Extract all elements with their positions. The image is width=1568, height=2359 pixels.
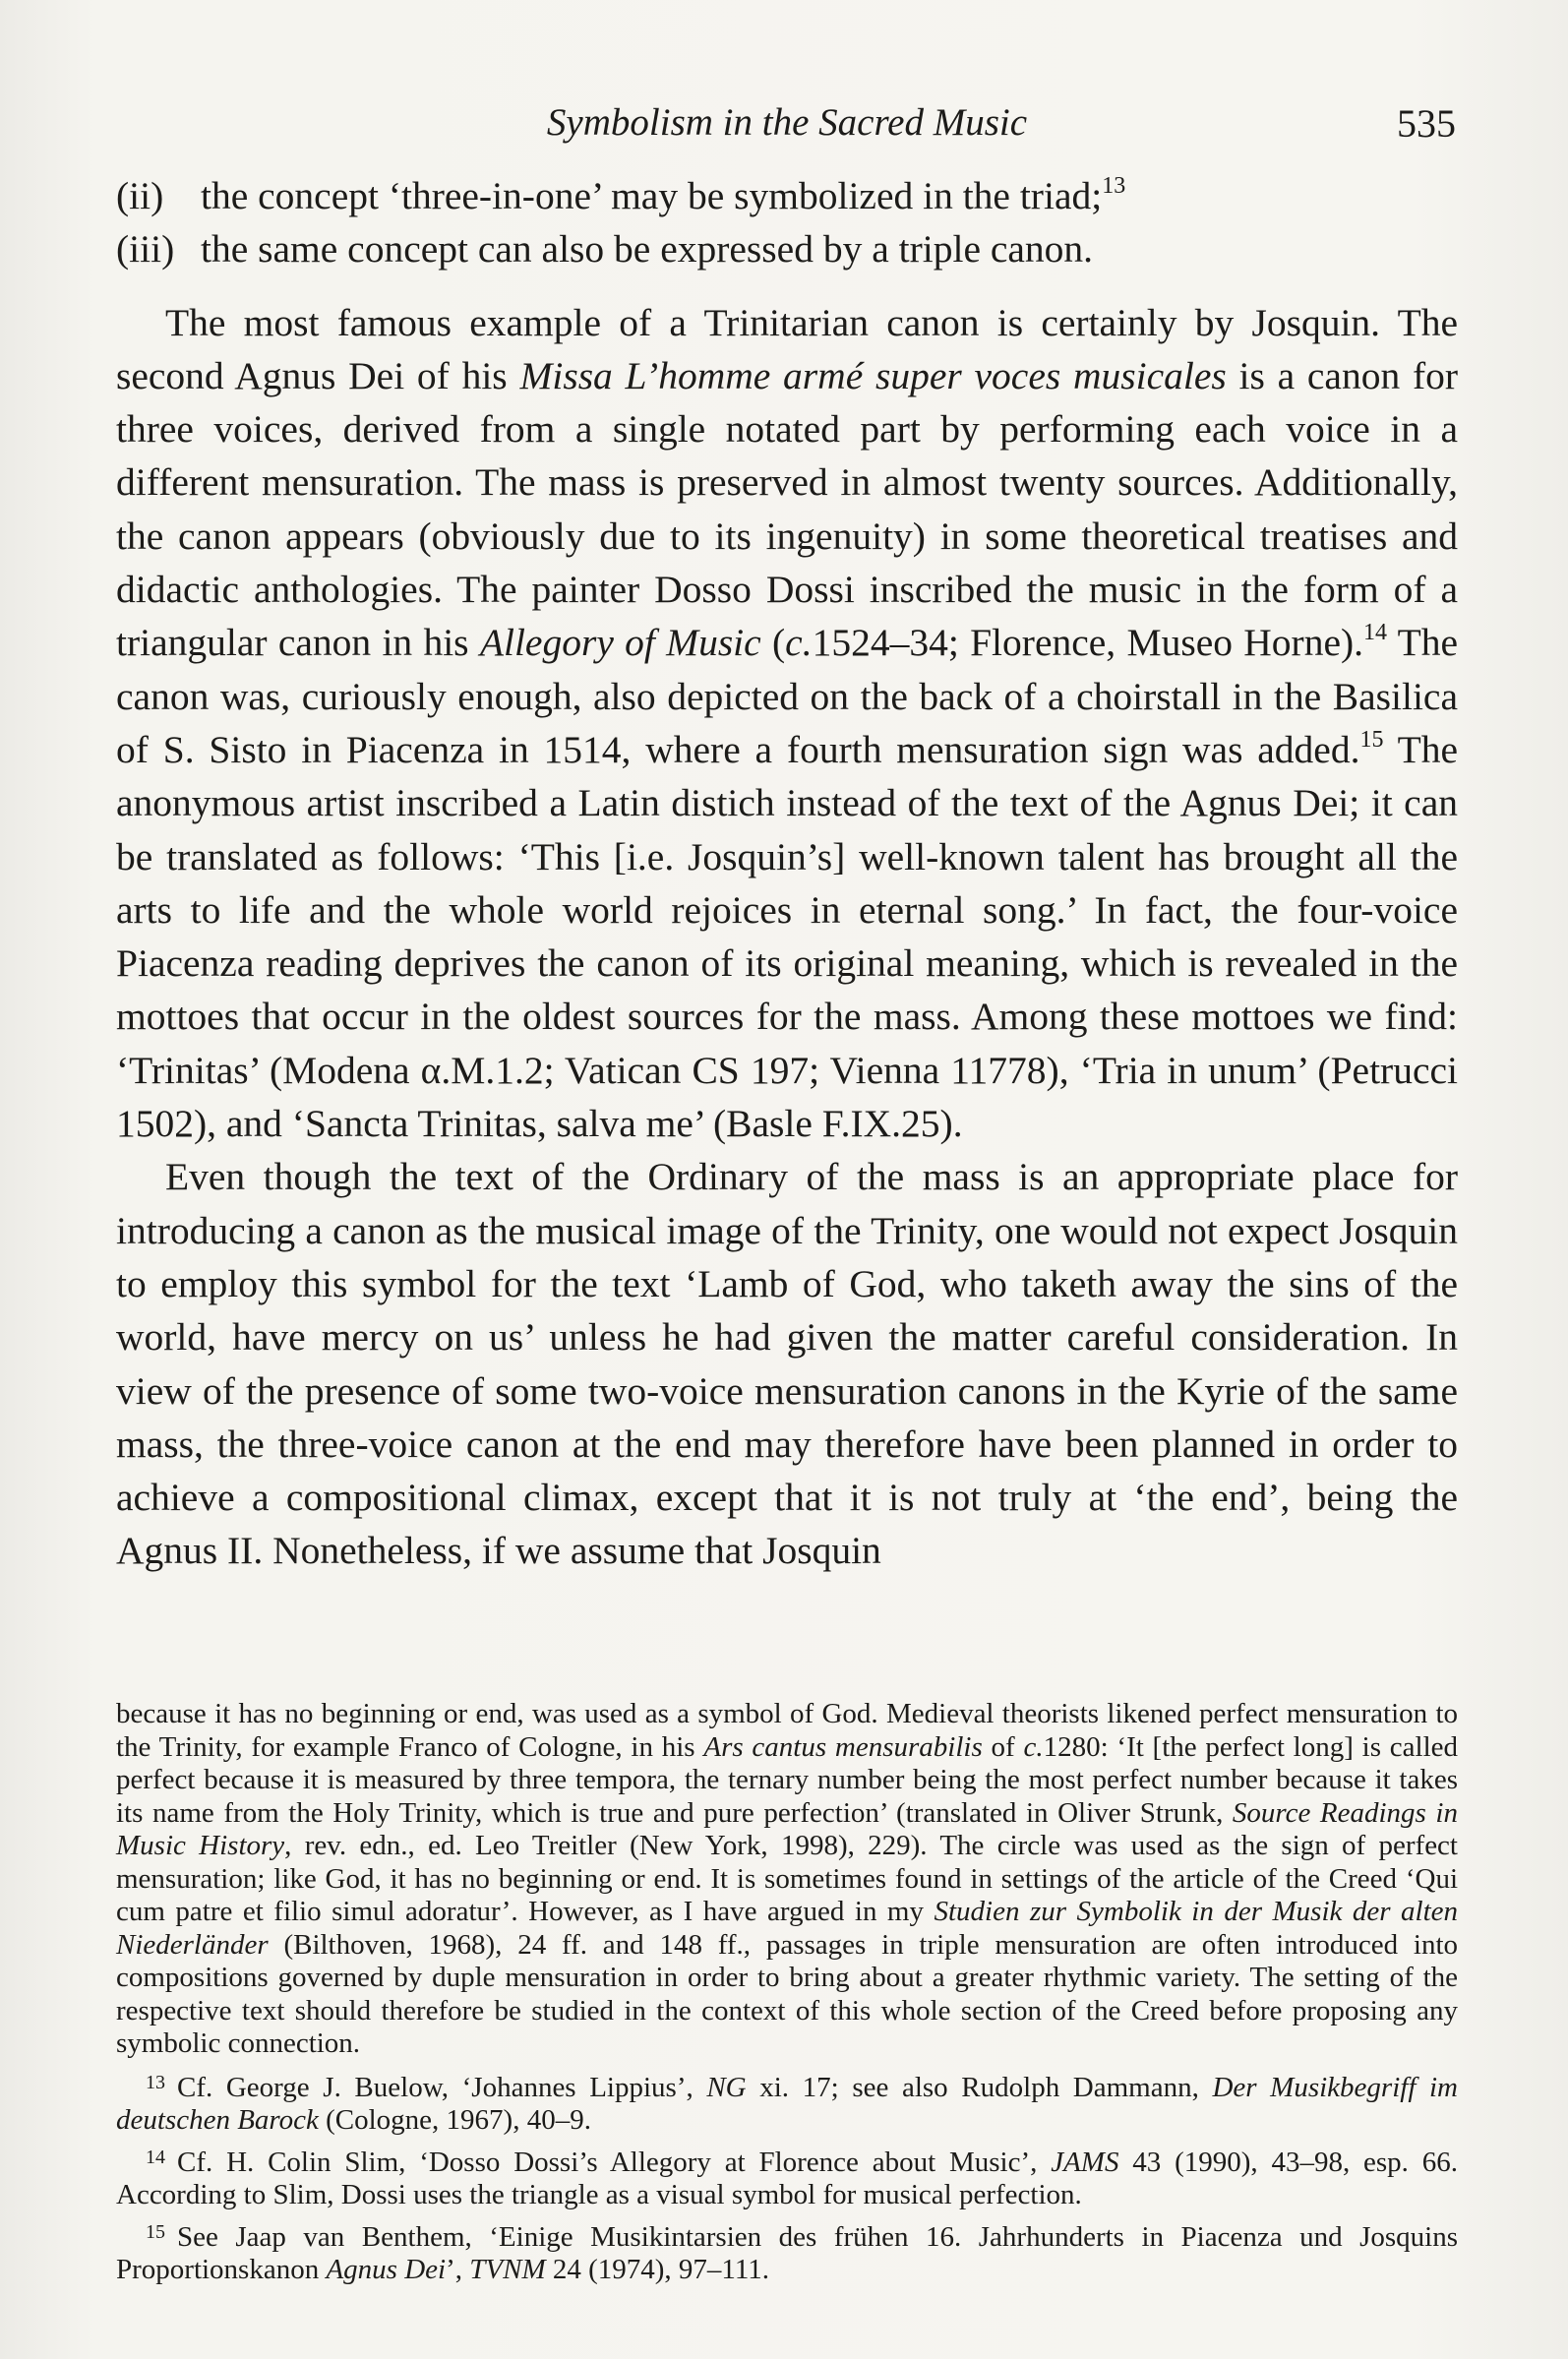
- footnote-mark: 15: [146, 2220, 165, 2243]
- footnote-mark: 14: [146, 2146, 165, 2168]
- footnote-ref: 15: [1359, 726, 1384, 753]
- footnote-14: $^{14}$ Cf. H. Colin Slim, ‘Dosso Dossi’s Allegory at Florence about Music’, JAMS 43 (1990), 43–98, esp. 66. According to Slim, Dossi uses the triangle as a visual symbol for musical perfection.: [116, 2146, 1458, 2210]
- list-text: the concept ‘three-in-one’ may be symbolized in the triad;$^{13}$: [201, 173, 1126, 217]
- running-title: Symbolism in the Sacred Music: [546, 101, 1028, 144]
- main-text: [116, 169, 1458, 1578]
- paragraph: Even though the text of the Ordinary of the mass is an appropriate place for introducing a canon as the musical image of the Trinity, one would not expect Josquin to employ this symbol for the text ‘Lamb of God, who taketh away the sins of the world, have mercy on us’ unless he had given the matter careful consideration. In view of the presence of some two-voice mensuration canons in the Kyrie of the same mass, the three-voice canon at the end may therefore have been planned in order to achieve a compositional climax, except that it is not truly at ‘the end’, being the Agnus II. Nonetheless, if we assume that Josquin: [116, 1155, 1458, 1573]
- list-number: (iii): [116, 227, 175, 272]
- list-item: [116, 222, 1458, 275]
- footnote-ref: 13: [1102, 173, 1126, 199]
- page-header: [118, 94, 1456, 153]
- footnote-13: $^{13}$ Cf. George J. Buelow, ‘Johannes Lippius’, NG xi. 17; see also Rudolph Dammann, Der Musikbegriff im deutschen Barock (Cologne, 1967), 40–9.: [116, 2071, 1458, 2136]
- footnote-mark: 13: [146, 2071, 165, 2093]
- list-number: (ii): [116, 174, 164, 217]
- list-item: [116, 169, 1458, 222]
- page-number: 535: [1397, 101, 1456, 146]
- footnote-continuation: because it has no beginning or end, was used as a symbol of God. Medieval theorists likened perfect mensuration to the Trinity, for example Franco of Cologne, in his Ars cantus mensurabilis of c.1280: ‘It [the perfect long] is called perfect because it is measured by three tempora, the ternary number being the most perfect number because it takes its name from the Holy Trinity, which is true and pure perfection’ (translated in Oliver Strunk, Source Readings in Music History, rev. edn., ed. Leo Treitler (New York, 1998), 229). The circle was used as the sign of perfect mensuration; like God, it has no beginning or end. It is sometimes found in settings of the article of the Creed ‘Qui cum patre et filio simul adoratur’. However, as I have argued in my Studien zur Symbolik in der Musik der alten Niederländer (Bilthoven, 1968), 24 ff. and 148 ff., passages in triple mensuration are often introduced into compositions governed by duple mensuration in order to bring about a greater rhythmic variety. The setting of the respective text should therefore be studied in the context of this whole section of the Creed before proposing any symbolic connection.: [116, 1698, 1458, 2059]
- footnote-15: $^{15}$ See Jaap van Benthem, ‘Einige Musikintarsien des frühen 16. Jahrhunderts in Piacenza und Josquins Proportionskanon Agnus Dei’, TVNM 24 (1974), 97–111.: [116, 2220, 1458, 2285]
- list-text: the same concept can also be expressed by a triple canon.: [201, 227, 1094, 272]
- footnotes: [116, 1698, 1458, 2291]
- paragraph: The most famous example of a Trinitarian canon is certainly by Josquin. The second Agnus Dei of his Missa L’homme armé super voces musicales is a canon for three voices, derived from a single notated part by performing each voice in a different mensuration. The mass is preserved in almost twenty sources. Additionally, the canon appears (obviously due to its ingenuity) in some theoretical treatises and didactic anthologies. The painter Dosso Dossi inscribed the music in the form of a triangular canon in his Allegory of Music (c.1524–34; Florence, Museo Horne).$^{14}$ The canon was, curiously enough, also depicted on the back of a choirstall in the Basilica of S. Sisto in Piacenza in 1514, where a fourth mensuration sign was added.$^{15}$ The anonymous artist inscribed a Latin distich instead of the text of the Agnus Dei; it can be translated as follows: ‘This [i.e. Josquin’s] well-known talent has brought all the arts to life and the whole world rejoices in eternal song.’ In fact, the four-voice Piacenza reading deprives the canon of its original meaning, which is revealed in the mottoes that occur in the oldest sources for the mass. Among these mottoes we find: ‘Trinitas’ (Modena α.M.1.2; Vatican CS 197; Vienna 11778), ‘Tria in unum’ (Petrucci 1502), and ‘Sancta Trinitas, salva me’ (Basle F.IX.25).: [116, 300, 1459, 1146]
- footnote-ref: 14: [1363, 620, 1388, 646]
